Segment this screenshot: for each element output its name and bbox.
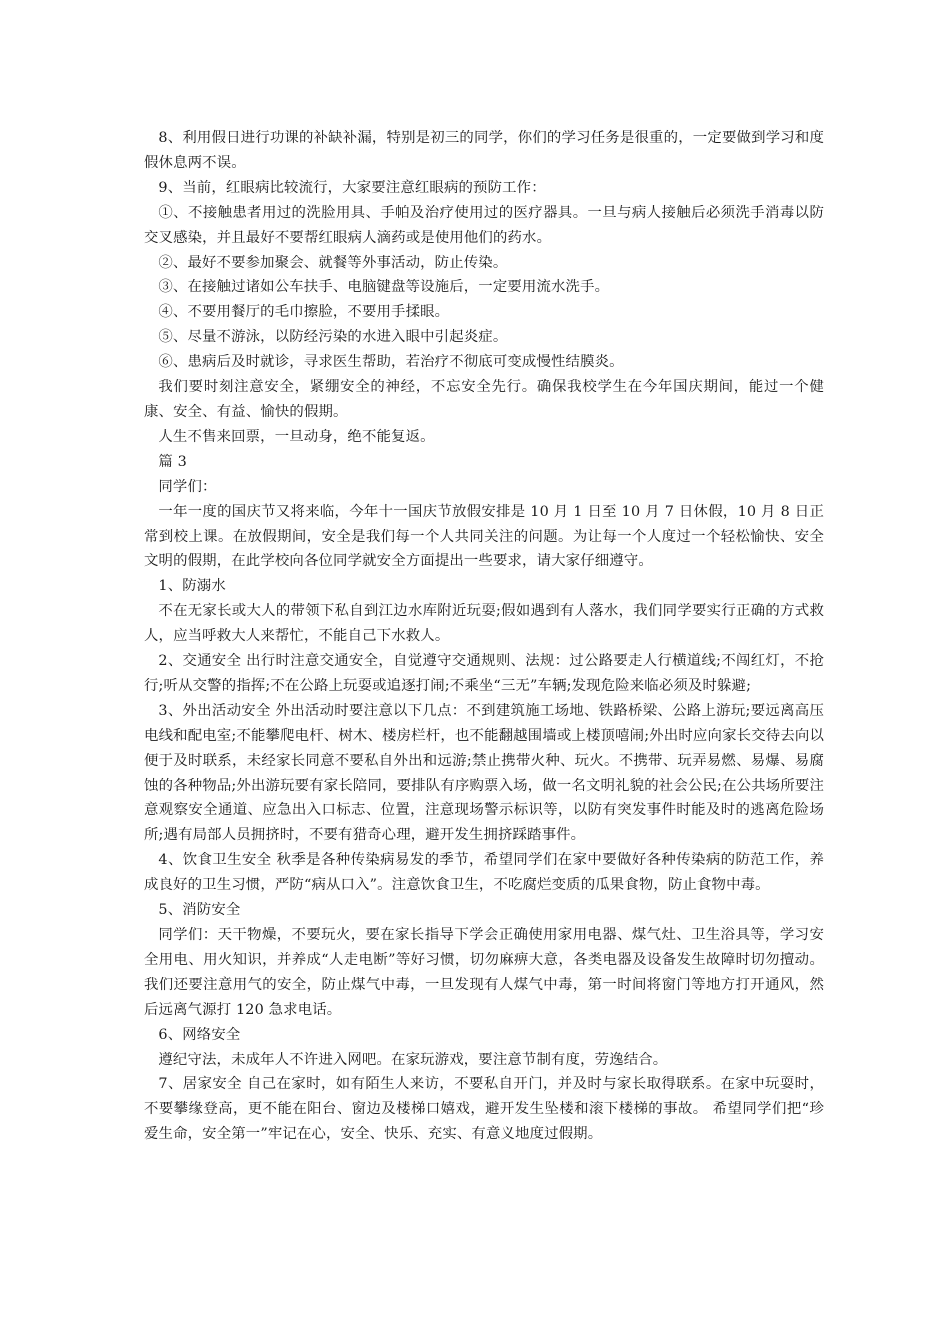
item-4-food: 4、饮食卫生安全 秋季是各种传染病易发的季节，希望同学们在家中要做好各种传染病的防范工作，养成良好的卫生习惯，严防“病从口入”。注意饮食卫生，不吃腐烂变质的瓜果食物，防止食物中毒。	[144, 852, 824, 894]
item-3-outdoor: 3、外出活动安全 外出活动时要注意以下几点：不到建筑施工场地、铁路桥梁、公路上游玩;要远离高压电线和配电室;不能攀爬电杆、树木、楼房栏杆，也不能翻越围墙或上楼顶嘻闹;外出时应向家长交待去向以便于及时联系，未经家长同意不要私自外出和远游;禁止携带火种、玩火。不携带、玩弄易燃、易爆、易腐蚀的各种物品;外出游玩要有家长陪同，要排队有序购票入场，做一名文明礼貌的社会公民;在公共场所要注意观察安全通道、应急出入口标志、位置，注意现场警示标识等，以防有突发事件时能及时的逃离危险场所;遇有局部人员拥挤时，不要有猎奇心理，避开发生拥挤踩踏事件。	[144, 702, 824, 844]
closing-line: 人生不售来回票，一旦动身，绝不能复返。	[158, 428, 435, 445]
intro-paragraph: 一年一度的国庆节又将来临，今年十一国庆节放假安排是 10 月 1 日至 10 月 7 日休假，10 月 8 日正常到校上课。在放假期间，安全是我们每一个人共同关注的问题。为让每一个人度过一个轻松愉快、安全文明的假期，在此学校向各位同学就安全方面提出一些要求，请大家仔细遵守。	[144, 503, 824, 570]
item-1-heading: 1、防溺水	[158, 578, 226, 595]
item-6-heading: 6、网络安全	[158, 1026, 241, 1043]
section-heading: 篇 3	[158, 453, 187, 470]
pinkeye-tip-6: ⑥、患病后及时就诊，寻求医生帮助，若治疗不彻底可变成慢性结膜炎。	[158, 354, 624, 371]
pinkeye-tip-3: ③、在接触过诸如公车扶手、电脑键盘等设施后，一定要用流水洗手。	[158, 279, 610, 296]
salutation: 同学们：	[158, 478, 217, 495]
pinkeye-tip-5: ⑤、尽量不游泳，以防经污染的水进入眼中引起炎症。	[158, 329, 508, 346]
pinkeye-tip-4: ④、不要用餐厅的毛巾擦脸，不要用手揉眼。	[158, 304, 450, 321]
paragraph-item-8-homework: 8、利用假日进行功课的补缺补漏，特别是初三的同学，你们的学习任务是很重的，一定要做到学习和度假休息两不误。	[144, 130, 824, 171]
paragraph-item-9-pinkeye: 9、当前，红眼病比较流行，大家要注意红眼病的预防工作：	[158, 179, 546, 196]
item-1-body: 不在无家长或大人的带领下私自到江边水库附近玩耍;假如遇到有人落水，我们同学要实行正确的方式救人，应当呼救大人来帮忙，不能自己下水救人。	[144, 603, 824, 645]
pinkeye-tip-1: ①、不接触患者用过的洗脸用具、手帕及治疗使用过的医疗器具。一旦与病人接触后必须洗手消毒以防交叉感染，并且最好不要帮红眼病人滴药或是使用他们的药水。	[144, 204, 824, 246]
item-7-home: 7、居家安全 自己在家时，如有陌生人来访，不要私自开门，并及时与家长取得联系。在家中玩耍时，不要攀缘登高，更不能在阳台、窗边及楼梯口嬉戏，避开发生坠楼和滚下楼梯的事故。 希望同学们把“珍爱生命，安全第一”牢记在心，安全、快乐、充实、有意义地度过假期。	[144, 1076, 824, 1143]
pinkeye-tip-2: ②、最好不要参加聚会、就餐等外事活动，防止传染。	[158, 254, 508, 271]
item-6-body: 遵纪守法，未成年人不许进入网吧。在家玩游戏，要注意节制有度，劳逸结合。	[158, 1051, 668, 1068]
item-5-body: 同学们：天干物燥，不要玩火，要在家长指导下学会正确使用家用电器、煤气灶、卫生浴具等，学习安全用电、用火知识，并养成“人走电断”等好习惯，切勿麻痹大意，各类电器及设备发生故障时切勿擅动。我们还要注意用气的安全，防止煤气中毒，一旦发现有人煤气中毒，第一时间将窗门等地方打开通风，然后远离气源打 120 急求电话。	[144, 927, 824, 1018]
safety-summary: 我们要时刻注意安全，紧绷安全的神经，不忘安全先行。确保我校学生在今年国庆期间，能过一个健康、安全、有益、愉快的假期。	[144, 379, 824, 420]
item-2-traffic: 2、交通安全 出行时注意交通安全，自觉遵守交通规则、法规：过公路要走人行横道线;不闯红灯，不抢行;听从交警的指挥;不在公路上玩耍或追逐打闹;不乘坐“三无”车辆;发现危险来临必须及时躲避;	[144, 653, 824, 694]
item-5-heading: 5、消防安全	[158, 902, 241, 919]
document-body	[144, 126, 824, 1147]
